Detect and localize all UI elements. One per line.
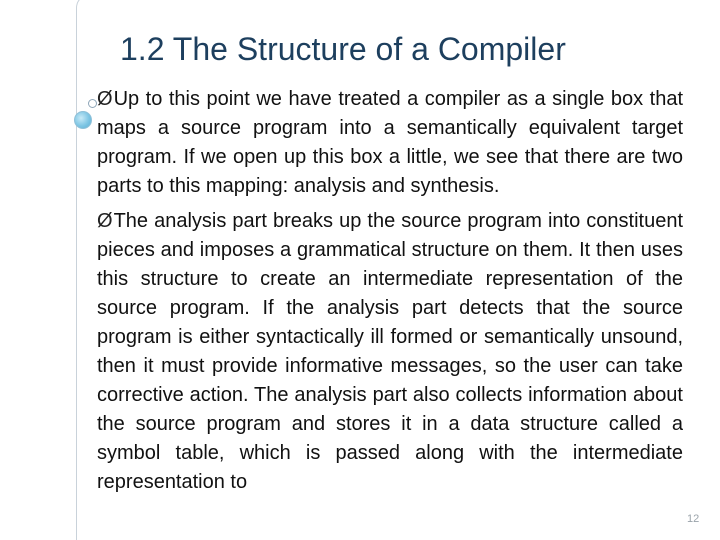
arrow-bullet-icon: Ø (97, 210, 113, 232)
bullet-text-1: Up to this point we have treated a compiler as a single box that maps a source program into a semantically equivalent target program. If we open up this box a little, we see that there are two parts to this mapping: analysis and synthesis. (97, 88, 683, 197)
slide-content (97, 85, 683, 503)
bullet-paragraph-2 (97, 207, 683, 497)
decorative-ring-open (88, 99, 97, 108)
bullet-text-2: The analysis part breaks up the source program into constituent pieces and imposes a grammatical structure on them. It then uses this structure to create an intermediate representation of the source program. If the analysis part detects that the source program is either syntactically ill formed or semantically unsound, then it must provide informative messages, so the user can take corrective action. The analysis part also collects information about the source program and stores it in a data structure called a symbol table, which is passed along with the intermediate representation to (97, 210, 683, 493)
slide-title: 1.2 The Structure of a Compiler (120, 31, 566, 67)
decorative-ring-filled (74, 111, 92, 129)
arrow-bullet-icon: Ø (97, 88, 113, 110)
bullet-paragraph-1 (97, 85, 683, 201)
page-number: 12 (687, 513, 700, 525)
